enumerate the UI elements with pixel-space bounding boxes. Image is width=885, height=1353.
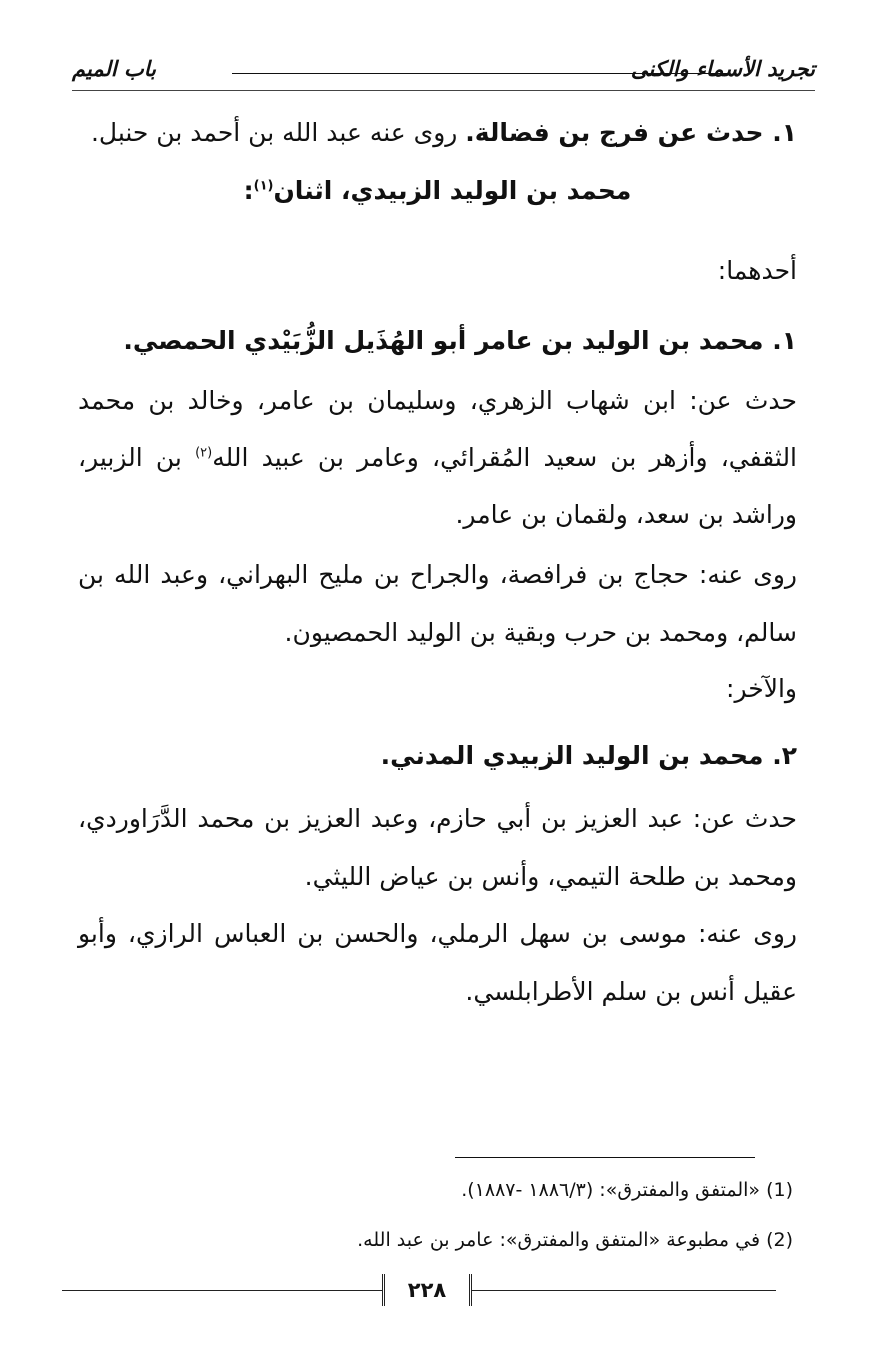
footnote-1: (1) «المتفق والمفترق»: (١٨٨٦/٣ -١٨٨٧). bbox=[461, 1179, 793, 1201]
header-rule bbox=[232, 73, 727, 74]
page-number-rule-left bbox=[62, 1290, 382, 1291]
first-label: أحدهما: bbox=[717, 256, 797, 285]
entry-2-narrated-by: روى عنه: موسى بن سهل الرملي، والحسن بن العباس الرازي، وأبو عقيل أنس بن سلم الأطرابلسي. bbox=[78, 919, 797, 1006]
entry-2-title: ٢. محمد بن الوليد الزبيدي المدني. bbox=[380, 741, 797, 770]
page-number: ٢٢٨ bbox=[382, 1274, 472, 1306]
entry-continuation-text: روى عنه عبد الله بن أحمد بن حنبل. bbox=[90, 118, 466, 147]
footnote-2: (2) في مطبوعة «المتفق والمفترق»: عامر بن عبد الله. bbox=[357, 1229, 793, 1251]
section-heading-text: محمد بن الوليد الزبيدي، اثنان bbox=[273, 176, 632, 205]
entry-2-narrated-from: حدث عن: عبد العزيز بن أبي حازم، وعبد العزيز بن محمد الدَّرَاوردي، ومحمد بن طلحة التيمي، وأنس بن عياض الليثي. bbox=[78, 804, 797, 891]
entry-1-narrated-from bbox=[78, 372, 797, 543]
entry-1-narrated-by: روى عنه: حجاج بن فرافصة، والجراح بن مليح البهراني، وعبد الله بن سالم، ومحمد بن حرب وبقية بن الوليد الحمصيون. bbox=[78, 560, 797, 647]
entry-1-title: ١. محمد بن الوليد بن عامر أبو الهُذَيل الزُّبَيْدي الحمصي. bbox=[123, 326, 797, 355]
entry-continuation-bold: ١. حدث عن فرج بن فضالة. bbox=[465, 118, 797, 147]
page-number-rule-right bbox=[466, 1290, 776, 1291]
entry-continuation bbox=[78, 104, 797, 162]
header-underline bbox=[72, 90, 815, 91]
header-chapter: باب الميم bbox=[72, 56, 157, 81]
entry-1-from-text-b: بن الزبير، وراشد بن سعد، ولقمان بن عامر. bbox=[78, 443, 797, 529]
footnote-ref-2: (٢) bbox=[195, 445, 213, 461]
footnote-ref-1: (١) bbox=[253, 178, 274, 194]
second-label: والآخر: bbox=[726, 674, 797, 703]
entry-1-from-text-a: حدث عن: ابن شهاب الزهري، وسليمان بن عامر، وخالد بن محمد الثقفي، وأزهر بن سعيد المُقرائي، وعامر بن عبيد الله bbox=[78, 386, 798, 472]
running-header bbox=[72, 52, 815, 92]
section-heading bbox=[78, 162, 797, 220]
header-book-title: تجريد الأسماء والكنى bbox=[630, 56, 815, 81]
section-heading-colon: : bbox=[243, 176, 254, 205]
footnote-separator bbox=[455, 1157, 755, 1158]
